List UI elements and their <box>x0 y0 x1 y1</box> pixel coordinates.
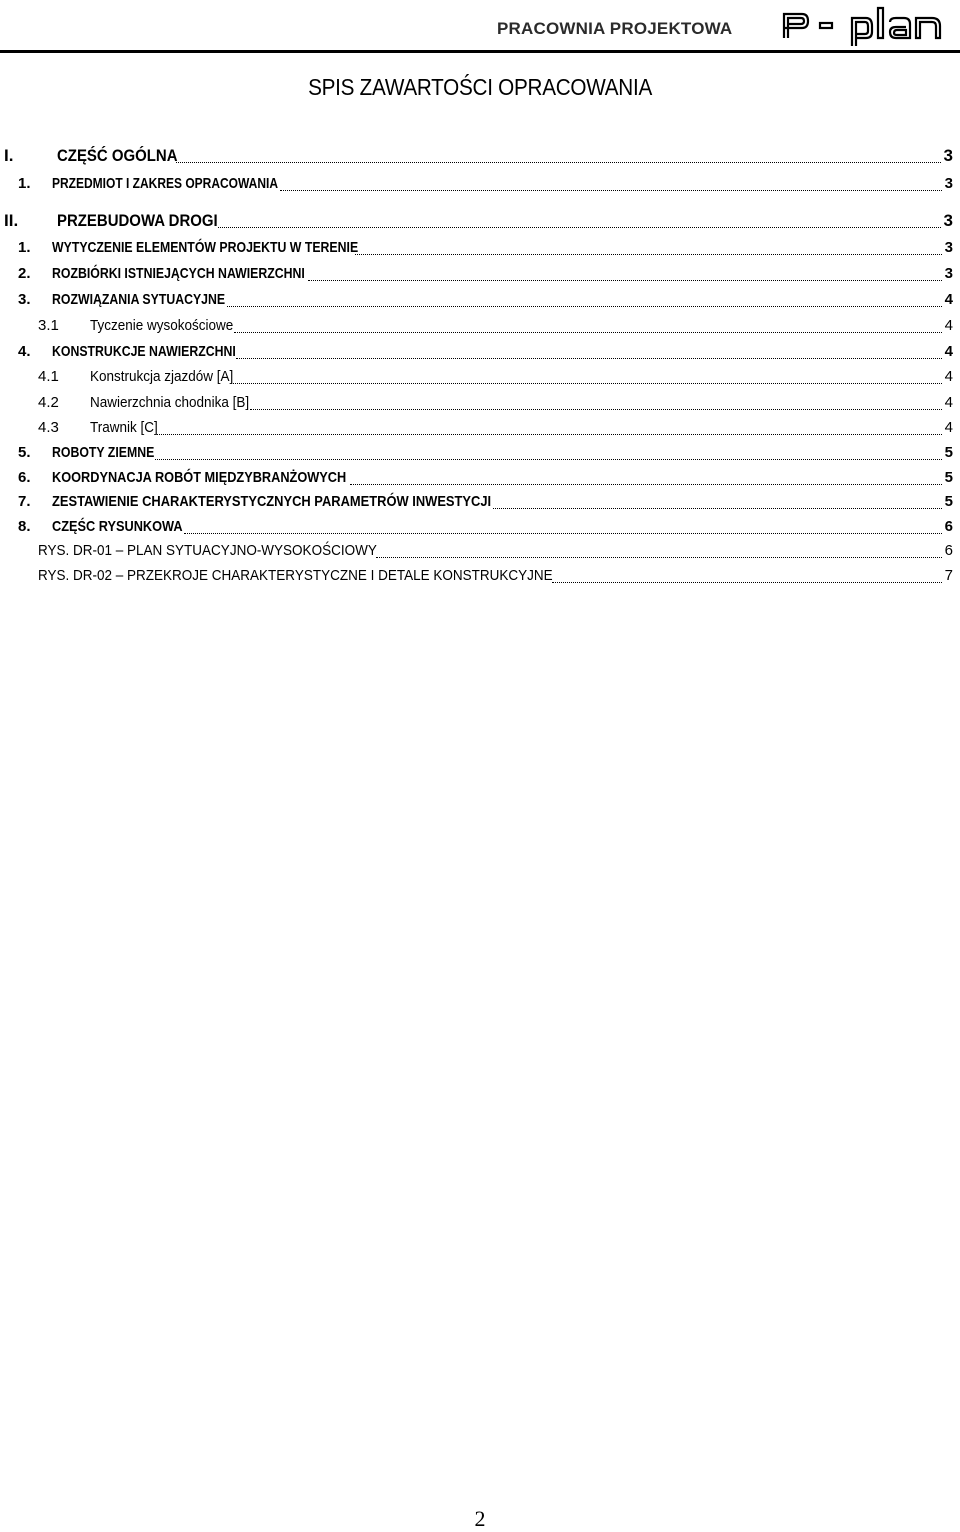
toc-entry-label: RYS. DR-02 – PRZEKROJE CHARAKTERYSTYCZNE I DETALE KONSTRUKCYJNE <box>38 567 553 584</box>
toc-entry-leader <box>184 533 942 534</box>
toc-entry-page: 4 <box>944 368 953 385</box>
toc-entry-number: 5. <box>18 444 31 461</box>
toc-entry[interactable] <box>0 564 953 588</box>
toc-entry-label: ROZBIÓRKI ISTNIEJĄCYCH NAWIERZCHNI <box>52 265 305 282</box>
toc-entry-number: 4.2 <box>38 394 59 411</box>
toc-entry-number: 6. <box>18 469 31 486</box>
toc-entry-page: 7 <box>944 567 953 584</box>
toc-entry-page: 3 <box>943 211 953 230</box>
header-rule <box>0 50 960 53</box>
page-header <box>0 0 960 56</box>
toc-entry-page: 3 <box>944 239 953 256</box>
toc-entry-page: 5 <box>944 469 953 486</box>
toc-entry[interactable] <box>0 490 953 514</box>
toc-entry-leader <box>493 508 942 509</box>
toc-entry[interactable] <box>0 236 953 260</box>
toc-entry-page: 5 <box>944 444 953 461</box>
toc-entry-leader <box>227 306 942 307</box>
toc-entry-page: 6 <box>944 542 953 559</box>
toc-entry-page: 4 <box>944 291 953 308</box>
toc-entry[interactable] <box>0 144 953 168</box>
toc-entry-page: 3 <box>944 265 953 282</box>
toc-entry-label: PRZEDMIOT I ZAKRES OPRACOWANIA <box>52 175 279 192</box>
toc-entry-leader <box>350 484 942 485</box>
toc-entry[interactable] <box>0 262 953 286</box>
toc-entry-number: 2. <box>18 265 31 282</box>
toc-entry-leader <box>234 332 941 333</box>
toc-entry-number: 3.1 <box>38 317 59 334</box>
toc-entry-label: RYS. DR-01 – PLAN SYTUACYJNO-WYSOKOŚCIOWY <box>38 542 377 559</box>
toc-entry-leader <box>376 557 941 558</box>
toc-entry-leader <box>308 280 941 281</box>
toc-entry-number: 4.3 <box>38 419 59 436</box>
toc-entry-leader <box>233 383 941 384</box>
toc-entry-leader <box>250 409 942 410</box>
toc-entry-label: PRZEBUDOWA DROGI <box>57 211 218 230</box>
toc-entry-label: ZESTAWIENIE CHARAKTERYSTYCZNYCH PARAMETRÓW INWESTYCJI <box>52 493 492 510</box>
toc-entry-page: 4 <box>944 317 953 334</box>
toc-entry[interactable] <box>0 209 953 233</box>
toc-entry-leader <box>157 434 941 435</box>
toc-entry-number: 7. <box>18 493 31 510</box>
toc-entry-page: 3 <box>943 146 953 165</box>
toc-entry-label: WYTYCZENIE ELEMENTÓW PROJEKTU W TERENIE <box>52 239 359 256</box>
toc-entry-leader <box>280 190 942 191</box>
toc-entry[interactable] <box>0 539 953 563</box>
toc-entry-label: CZĘŚC RYSUNKOWA <box>52 518 183 535</box>
toc-entry-leader <box>155 459 942 460</box>
p-plan-logo-icon <box>780 4 945 48</box>
toc-entry-number: 3. <box>18 291 31 308</box>
toc-entry-label: ROBOTY ZIEMNE <box>52 444 155 461</box>
toc-entry-label: KOORDYNACJA ROBÓT MIĘDZYBRANŻOWYCH <box>52 469 347 486</box>
document-title: SPIS ZAWARTOŚCI OPRACOWANIA <box>308 74 652 100</box>
toc-entry-label: CZĘŚĆ OGÓLNA <box>57 146 178 165</box>
toc-entry[interactable] <box>0 172 953 196</box>
toc-entry-number: 4.1 <box>38 368 59 385</box>
toc-entry-label: Trawnik [C] <box>90 419 158 436</box>
toc-entry-label: ROZWIĄZANIA SYTUACYJNE <box>52 291 226 308</box>
toc-entry-label: Konstrukcja zjazdów [A] <box>90 368 234 385</box>
toc-entry-number: 1. <box>18 175 31 192</box>
toc-entry[interactable] <box>0 391 953 415</box>
toc-entry-number: II. <box>4 211 19 230</box>
toc-entry-page: 4 <box>944 394 953 411</box>
toc-entry-page: 5 <box>944 493 953 510</box>
toc-entry-page: 6 <box>944 518 953 535</box>
toc-entry[interactable] <box>0 416 953 440</box>
toc-entry[interactable] <box>0 314 953 338</box>
toc-entry-number: 1. <box>18 239 31 256</box>
toc-entry-page: 4 <box>944 343 953 360</box>
toc-entry-leader <box>236 358 941 359</box>
toc-entry-leader <box>355 254 941 255</box>
toc-entry-leader <box>176 162 941 163</box>
toc-entry[interactable] <box>0 340 953 364</box>
page-number: 2 <box>474 1506 486 1531</box>
toc-entry-number: 8. <box>18 518 31 535</box>
toc-entry-label: KONSTRUKCJE NAWIERZCHNI <box>52 343 236 360</box>
toc-entry-page: 4 <box>944 419 953 436</box>
company-name: PRACOWNIA PROJEKTOWA <box>497 19 733 38</box>
toc-entry-number: 4. <box>18 343 31 360</box>
toc-entry[interactable] <box>0 365 953 389</box>
toc-entry-page: 3 <box>944 175 953 192</box>
toc-entry-label: Nawierzchnia chodnika [B] <box>90 394 250 411</box>
toc-entry[interactable] <box>0 515 953 539</box>
toc-entry-leader <box>552 582 942 583</box>
toc-entry[interactable] <box>0 288 953 312</box>
toc-entry[interactable] <box>0 466 953 490</box>
toc-entry-leader <box>218 227 941 228</box>
toc-entry-label: Tyczenie wysokościowe <box>90 317 234 334</box>
toc-entry[interactable] <box>0 441 953 465</box>
toc-entry-number: I. <box>4 146 14 165</box>
